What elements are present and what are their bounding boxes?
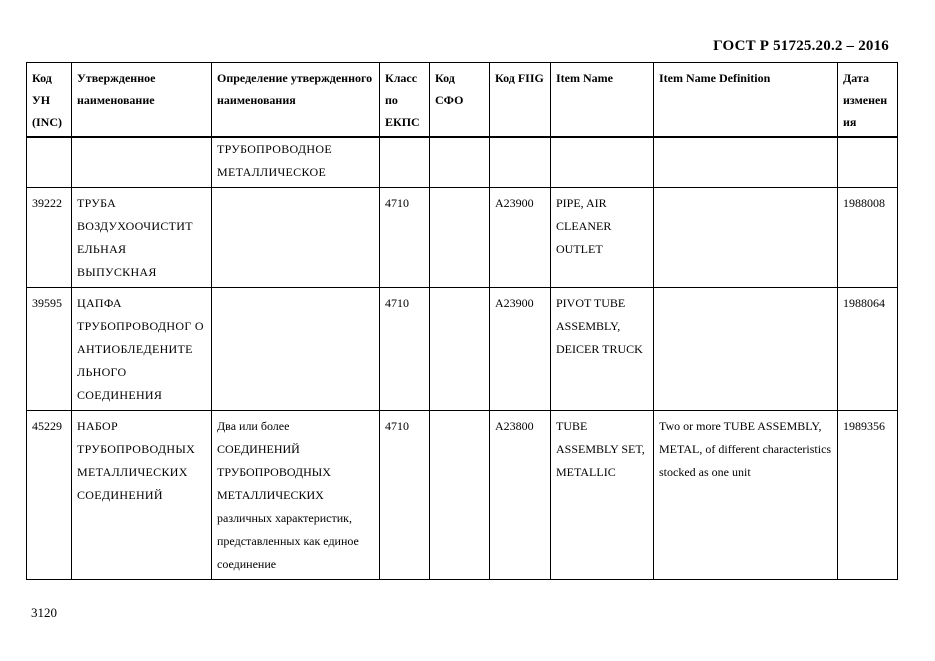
table-row <box>27 188 898 288</box>
cell-item-def <box>654 188 838 288</box>
col-fiig: Код FIIG <box>490 63 551 138</box>
cell-date: 1988008 <box>838 188 898 288</box>
col-sfo: Код СФО <box>430 63 490 138</box>
cell-fiig: A23900 <box>490 288 551 411</box>
cell-item-def <box>654 288 838 411</box>
cell-definition: Два или более СОЕДИНЕНИЙ ТРУБОПРОВОДНЫХ МЕТАЛЛИЧЕСКИХ различных характеристик, представленных как единое соединение <box>212 411 380 580</box>
table-row-continuation <box>27 137 898 188</box>
cell-fiig: A23900 <box>490 188 551 288</box>
cell-item-def <box>654 137 838 188</box>
col-item-name: Item Name <box>551 63 654 138</box>
cell-definition: ТРУБОПРОВОДНОЕ МЕТАЛЛИЧЕСКОЕ <box>212 137 380 188</box>
cell-sfo <box>430 288 490 411</box>
cell-class: 4710 <box>380 411 430 580</box>
cell-date: 1989356 <box>838 411 898 580</box>
cell-name: ТРУБА ВОЗДУХООЧИСТИТ ЕЛЬНАЯ ВЫПУСКНАЯ <box>72 188 212 288</box>
col-class: Класс по ЕКПС <box>380 63 430 138</box>
cell-date: 1988064 <box>838 288 898 411</box>
cell-inc <box>27 137 72 188</box>
page-number: 3120 <box>31 605 57 620</box>
cell-date <box>838 137 898 188</box>
col-inc: Код УН (INC) <box>27 63 72 138</box>
cell-item-name: TUBE ASSEMBLY SET, METALLIC <box>551 411 654 580</box>
cell-inc: 39595 <box>27 288 72 411</box>
cell-class: 4710 <box>380 188 430 288</box>
cell-fiig <box>490 137 551 188</box>
cell-name: НАБОР ТРУБОПРОВОДНЫХ МЕТАЛЛИЧЕСКИХ СОЕДИНЕНИЙ <box>72 411 212 580</box>
cell-sfo <box>430 411 490 580</box>
col-item-name-definition: Item Name Definition <box>654 63 838 138</box>
col-change-date: Дата изменен ия <box>838 63 898 138</box>
cell-sfo <box>430 188 490 288</box>
col-approved-name: Утвержденное наименование <box>72 63 212 138</box>
classification-table <box>26 62 898 580</box>
cell-fiig: A23800 <box>490 411 551 580</box>
cell-sfo <box>430 137 490 188</box>
cell-class: 4710 <box>380 288 430 411</box>
cell-inc: 45229 <box>27 411 72 580</box>
cell-item-name <box>551 137 654 188</box>
cell-item-name: PIVOT TUBE ASSEMBLY, DEICER TRUCK <box>551 288 654 411</box>
cell-inc: 39222 <box>27 188 72 288</box>
table-header-row <box>27 63 898 138</box>
cell-name <box>72 137 212 188</box>
cell-item-def: Two or more TUBE ASSEMBLY, METAL, of different characteristics stocked as one unit <box>654 411 838 580</box>
cell-name: ЦАПФА ТРУБОПРОВОДНОГ О АНТИОБЛЕДЕНИТЕ ЛЬНОГО СОЕДИНЕНИЯ <box>72 288 212 411</box>
cell-class <box>380 137 430 188</box>
col-definition: Определение утвержденного наименования <box>212 63 380 138</box>
document-standard-title: ГОСТ Р 51725.20.2 – 2016 <box>713 38 889 54</box>
table-row <box>27 288 898 411</box>
table-row <box>27 411 898 580</box>
cell-definition <box>212 188 380 288</box>
cell-item-name: PIPE, AIR CLEANER OUTLET <box>551 188 654 288</box>
cell-definition <box>212 288 380 411</box>
